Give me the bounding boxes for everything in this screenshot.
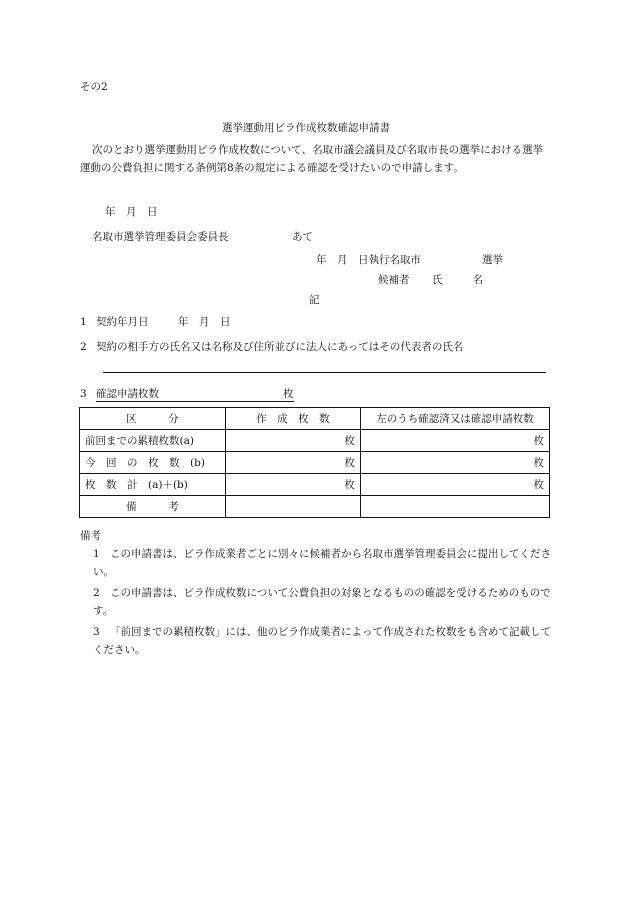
item2-num: 2 <box>80 341 87 353</box>
addressee-suffix: あて <box>292 231 313 243</box>
row-confirmed-unit: 枚 <box>360 430 549 452</box>
row-label-total: 枚 数 計 (a)＋(b) <box>80 474 226 496</box>
application-date: 年 月 日 <box>105 206 158 218</box>
note-item <box>93 545 553 581</box>
name-label: 氏 名 <box>432 274 486 286</box>
ki-heading: 記 <box>309 294 320 306</box>
row-remarks-cell <box>360 496 549 518</box>
note-number: 1 <box>93 548 100 560</box>
row-confirmed-unit: 枚 <box>360 452 549 474</box>
row-label-current: 今 回 の 枚 数 (b) <box>80 452 226 474</box>
item1-num: 1 <box>80 316 87 328</box>
table-row <box>80 452 550 474</box>
document-title: 選挙運動用ビラ作成枚数確認申請書 <box>222 122 390 134</box>
note-item <box>93 623 553 659</box>
row-label-remarks: 備 考 <box>80 496 226 518</box>
item3-field <box>96 387 294 402</box>
form-number-label: その2 <box>80 81 108 93</box>
candidate-label: 候補者 <box>378 274 410 286</box>
row-remarks-cell <box>225 496 360 518</box>
table-row <box>80 474 550 496</box>
note-text: この申請書は、ビラ作成業者ごとに別々に候補者から名取市選挙管理委員会に提出してください。 <box>93 548 551 578</box>
election-date-label: 年 月 日執行名取市 <box>316 254 421 266</box>
count-table <box>79 407 550 518</box>
table-row <box>80 496 550 518</box>
note-text: この申請書は、ビラ作成枚数について公費負担の対象となるものの確認を受けるためのものです。 <box>93 587 551 617</box>
item3-unit: 枚 <box>283 388 294 400</box>
row-label-previous: 前回までの累積枚数(a) <box>80 430 226 452</box>
row-created-unit: 枚 <box>225 452 360 474</box>
item2-answer-line <box>103 372 546 373</box>
item3-label: 確認申請枚数 <box>96 388 159 400</box>
table-header-category: 区 分 <box>80 408 226 430</box>
intro-paragraph: 次のとおり選挙運動用ビラ作成枚数について、名取市議会議員及び名取市長の選挙における選挙運動の公費負担に関する条例第8条の規定による確認を受けたいので申請します。 <box>80 144 544 174</box>
item2-label: 契約の相手方の氏名又は名称及び住所並びに法人にあってはその代表者の氏名 <box>96 341 464 353</box>
row-created-unit: 枚 <box>225 430 360 452</box>
row-created-unit: 枚 <box>225 474 360 496</box>
table-header-confirmed: 左のうち確認済又は確認申請枚数 <box>360 408 549 430</box>
item1-value: 年 月 日 <box>178 316 231 328</box>
note-number: 3 <box>93 626 100 638</box>
note-item <box>93 584 553 620</box>
election-label: 選挙 <box>482 254 503 266</box>
table-header-created: 作 成 枚 数 <box>225 408 360 430</box>
item3-num: 3 <box>80 388 87 400</box>
note-text: 「前回までの累積枚数」には、他のビラ作成業者によって作成された枚数をも含めて記載してください。 <box>93 626 551 656</box>
row-confirmed-unit: 枚 <box>360 474 549 496</box>
item1-label: 契約年月日 <box>96 316 149 328</box>
notes-heading: 備考 <box>80 530 101 542</box>
note-number: 2 <box>93 587 100 599</box>
addressee: 名取市選挙管理委員会委員長 <box>92 231 229 243</box>
table-header-row <box>80 408 550 430</box>
table-row <box>80 430 550 452</box>
